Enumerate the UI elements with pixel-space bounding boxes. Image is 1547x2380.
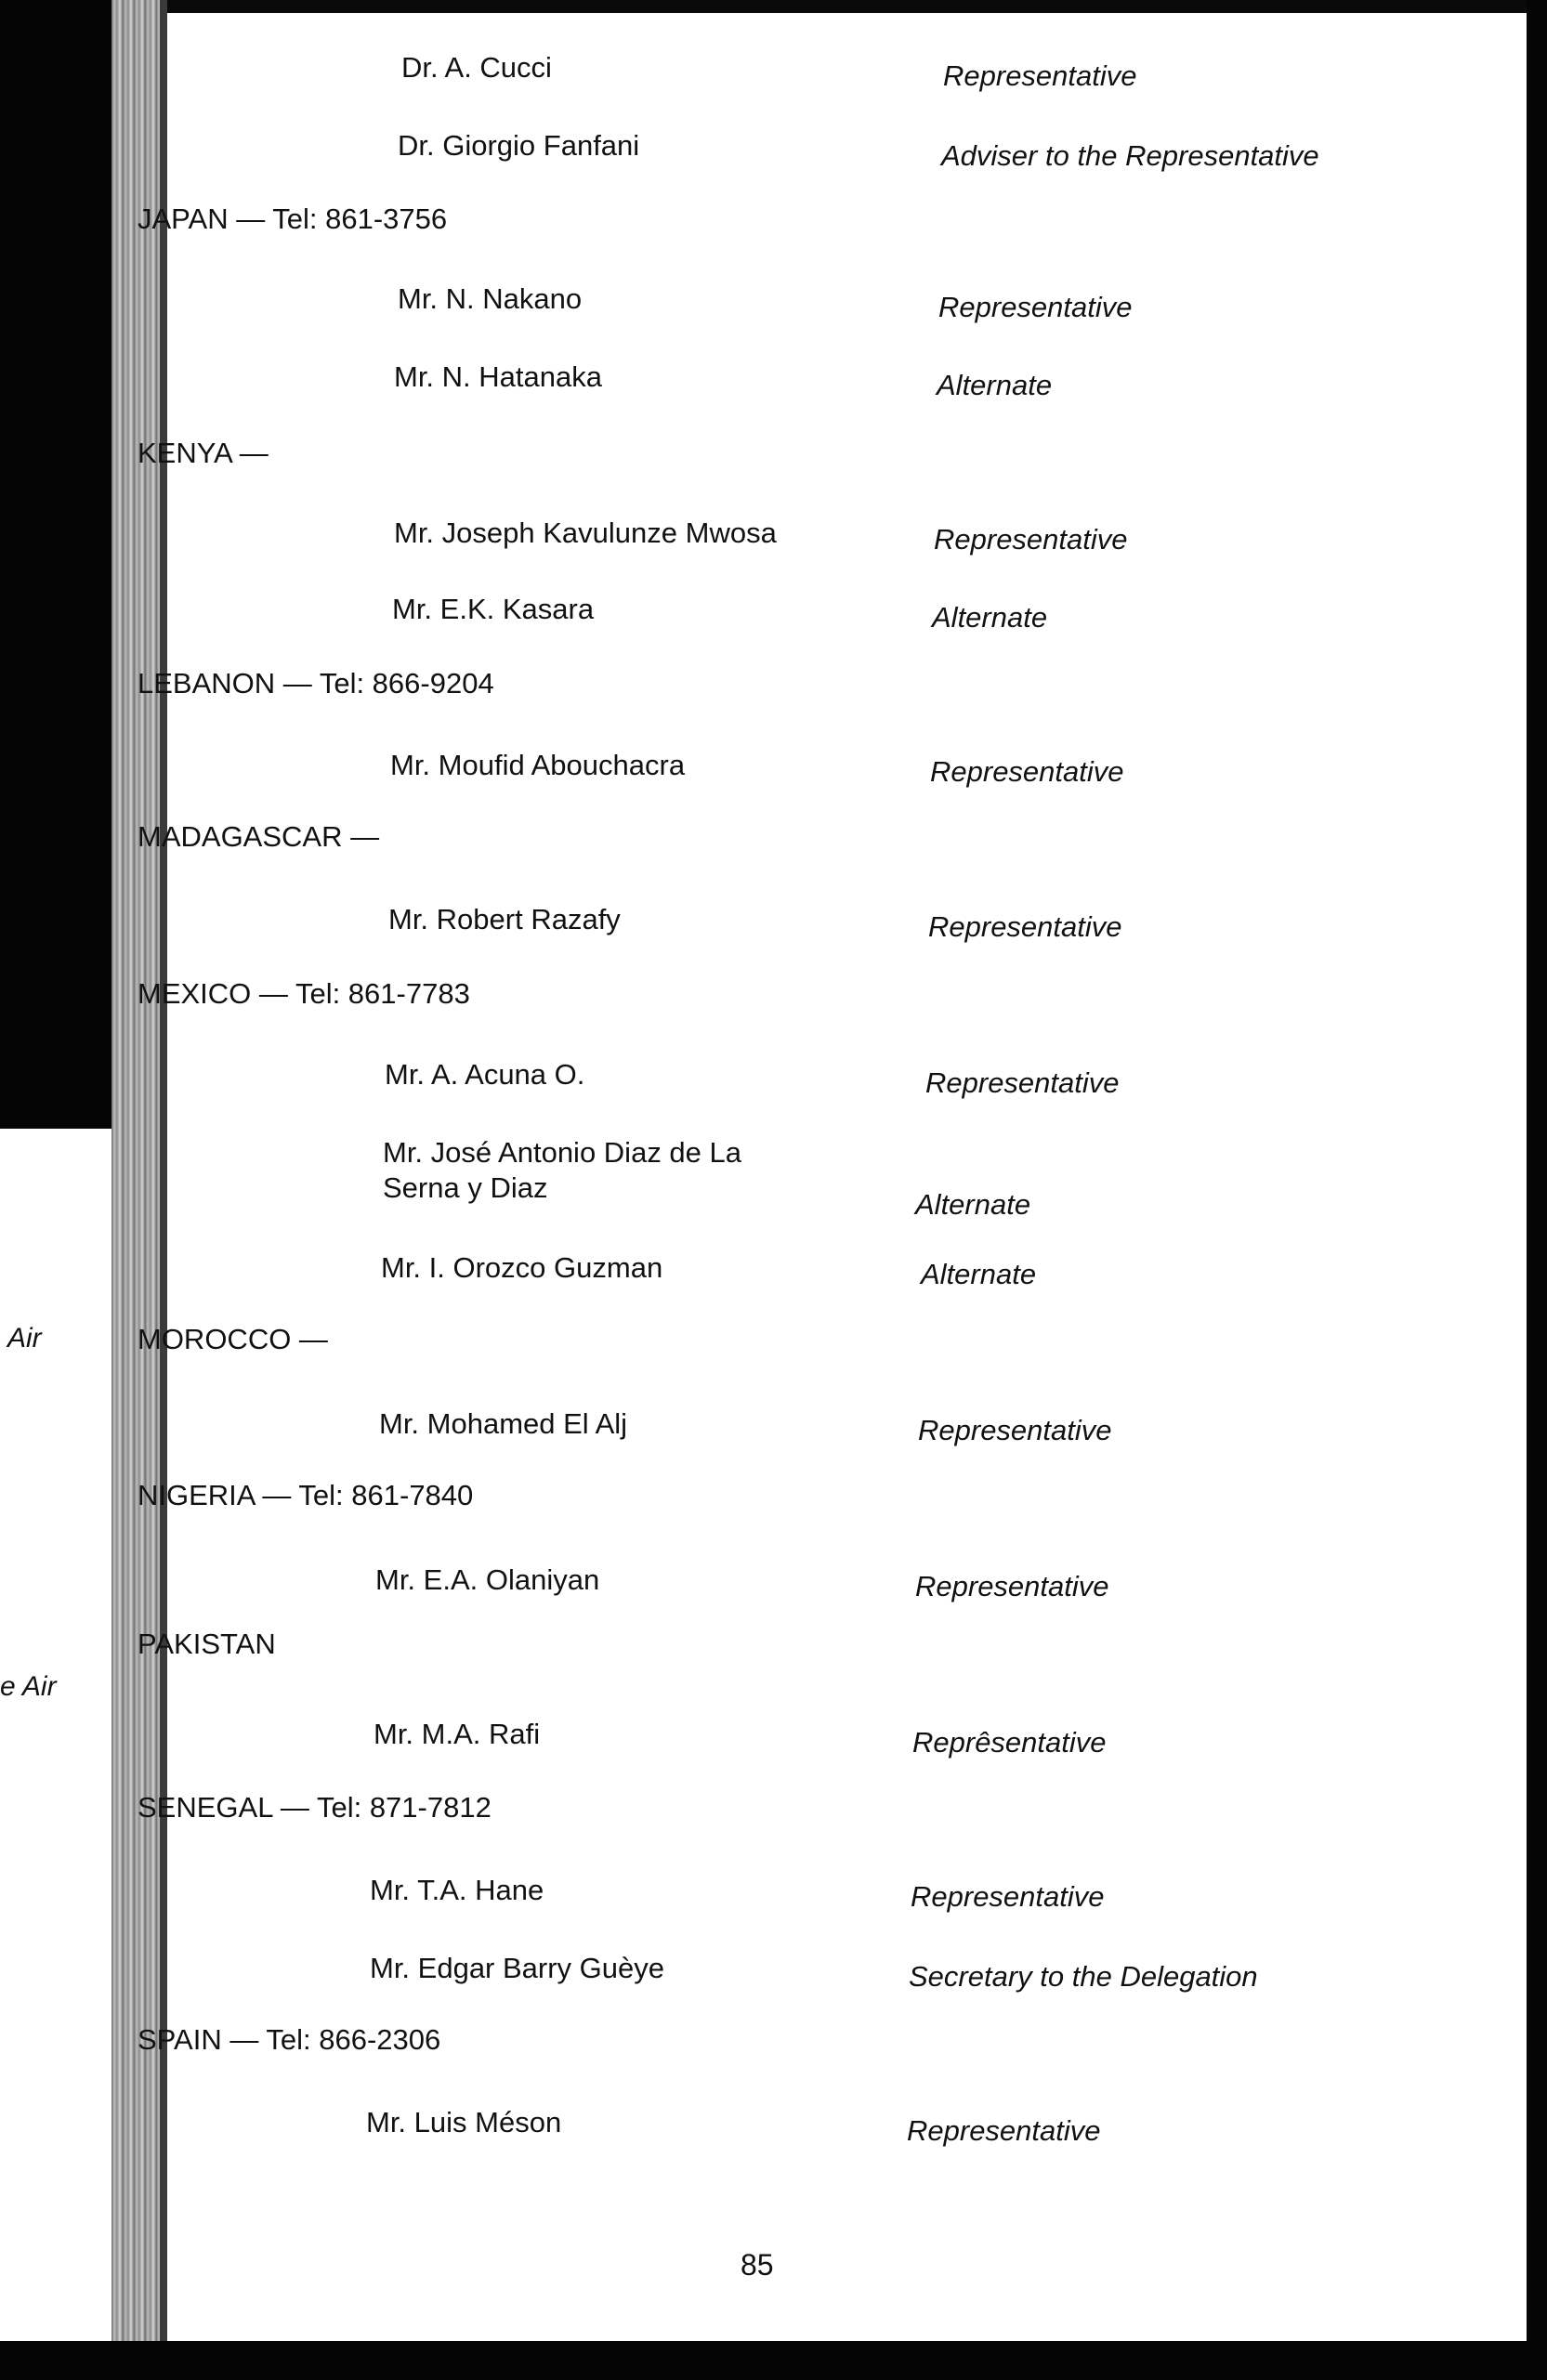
gutter-note: Air [7,1323,42,1353]
delegate-role: Alternate [937,369,1053,401]
scan-border-right [1527,0,1547,2380]
country-heading: MEXICO — Tel: 861-7783 [138,977,470,1010]
delegate-role: Alternate [932,601,1048,634]
delegate-role: Representative [930,755,1124,788]
scan-border-bottom [0,2341,1547,2380]
delegate-role: Representative [915,1570,1109,1602]
delegate-role: Representative [911,1880,1105,1913]
delegate-name: Mr. I. Orozco Guzman [381,1251,663,1284]
gutter-note: e Air [0,1671,57,1702]
country-heading: NIGERIA — Tel: 861-7840 [138,1479,474,1511]
scan-border-top [158,0,1547,13]
delegate-name: Mr. Luis Méson [366,2106,562,2138]
delegate-name: Mr. E.A. Olaniyan [375,1563,600,1596]
delegate-name: Mr. N. Hatanaka [394,360,602,393]
delegate-name: Mr. Mohamed El Alj [379,1407,628,1440]
country-heading: LEBANON — Tel: 866-9204 [138,667,494,700]
country-heading: MADAGASCAR — [138,820,380,853]
country-heading: SENEGAL — Tel: 871-7812 [138,1791,492,1824]
country-heading: JAPAN — Tel: 861-3756 [138,203,448,235]
delegate-role: Representative [907,2114,1101,2147]
delegate-role: Alternate [921,1258,1037,1290]
delegate-name: Dr. Giorgio Fanfani [398,129,640,162]
delegate-name-line: Serna y Diaz [383,1171,548,1204]
scan-border-left [0,0,111,1129]
delegate-role: Representative [928,910,1122,943]
delegate-name: Mr. M.A. Rafi [374,1718,541,1750]
delegate-name-line: Mr. José Antonio Diaz de La [383,1136,742,1169]
country-heading: SPAIN — Tel: 866-2306 [138,2023,441,2056]
delegate-name: Mr. T.A. Hane [370,1874,544,1906]
delegate-name: Dr. A. Cucci [401,51,552,84]
delegate-role: Reprêsentative [912,1726,1107,1759]
delegate-role: Representative [918,1414,1112,1446]
country-heading: KENYA — [138,437,269,469]
delegate-name: Mr. A. Acuna O. [385,1058,585,1091]
delegate-role: Representative [934,523,1128,556]
country-heading: MOROCCO — [138,1323,328,1355]
delegate-name: Mr. Joseph Kavulunze Mwosa [394,517,777,549]
delegate-name: Mr. Moufid Abouchacra [390,749,686,781]
delegate-role: Representative [938,291,1133,323]
delegate-name: Mr. Edgar Barry Guèye [370,1952,665,1984]
delegate-role: Representative [943,59,1137,92]
delegate-role: Adviser to the Representative [941,139,1319,172]
delegate-name: Mr. E.K. Kasara [392,593,595,625]
delegate-role: Alternate [915,1188,1031,1221]
delegate-name: Mr. N. Nakano [398,282,583,315]
country-heading: PAKISTAN [138,1628,276,1660]
page-number: 85 [741,2248,774,2282]
delegate-name [383,1135,741,1206]
delegate-role: Secretary to the Delegation [909,1960,1258,1993]
delegate-name: Mr. Robert Razafy [388,903,621,935]
delegate-role: Representative [925,1066,1120,1099]
